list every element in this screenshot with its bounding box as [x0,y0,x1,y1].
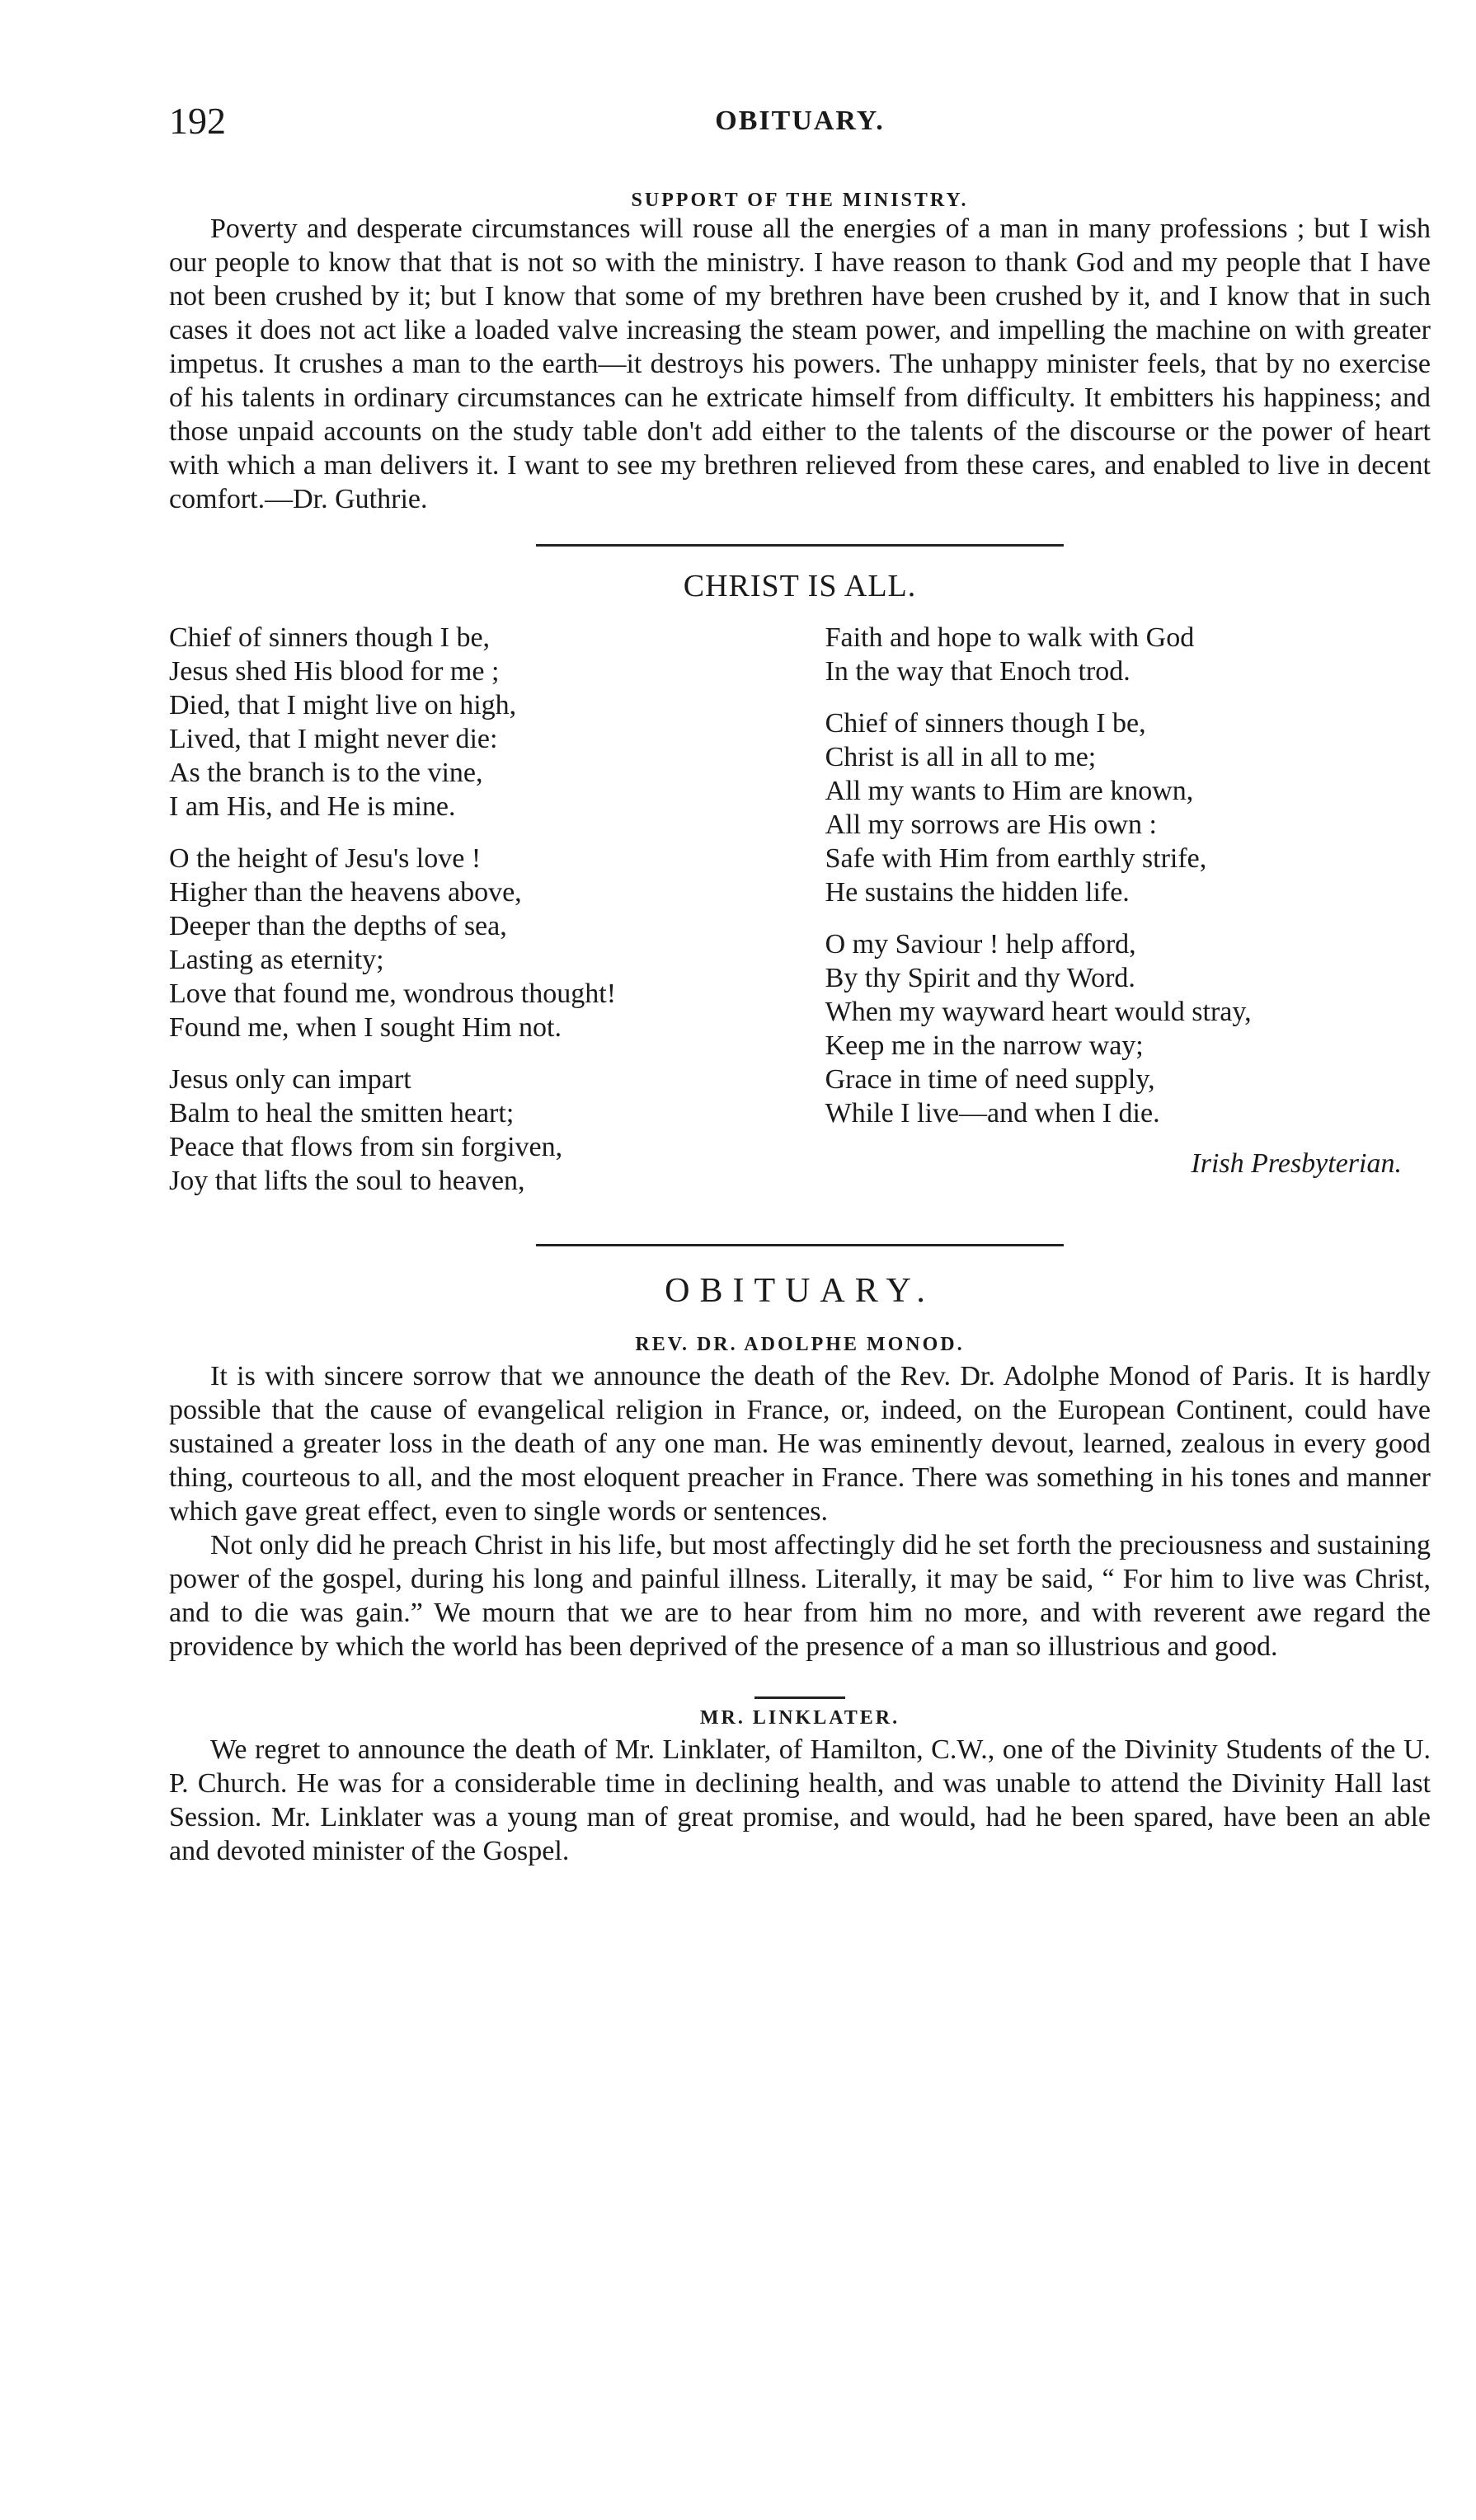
poem-line: He sustains the hidden life. [825,877,1130,908]
poem-line: Found me, when I sought Him not. [169,1012,562,1043]
poem-line: Deeper than the depths of sea, [169,911,507,941]
support-title: SUPPORT OF THE MINISTRY. [631,190,969,211]
poem-stanza [825,621,1431,688]
poem-line: Chief of sinners though I be, [169,622,491,653]
page-header [169,99,1431,157]
poem-line: Joy that lifts the soul to heaven, [169,1166,525,1196]
poem-line: Keep me in the narrow way; [825,1030,1144,1061]
running-head: OBITUARY. [715,106,885,136]
poem-stanza [825,706,1431,909]
poem-stanza [169,1063,774,1198]
poem-right-column [809,621,1431,1216]
poem-line: While I live—and when I die. [825,1098,1160,1129]
page [169,99,1431,1868]
section-divider [754,1696,845,1699]
poem-line: All my wants to Him are known, [825,776,1194,806]
poem-line: Christ is all in all to me; [825,742,1097,772]
section-divider [536,1244,1064,1246]
poem-line: Jesus shed His blood for me ; [169,656,500,687]
support-paragraph: Poverty and desperate circumstances will rouse all the energies of a man in many professions ; but I wish our people to know that that is not so with the ministry. I have reason to thank God and my people that I have not been crushed by it; but I know that some of my brethren have been crushed by it, and I know that in such cases it does not act like a loaded valve increasing the steam power, and impelling the machine on with greater impetus. It crushes a man to the earth—it destroys his powers. The unhappy minister feels, that by no exercise of his talents in ordinary circumstances can he extricate himself from difficulty. It embitters his happiness; and those unpaid accounts on the study table don't add either to the talents of the discourse or the power of heart with which a man delivers it. I want to see my brethren relieved from these cares, and enabled to live in decent comfort.—Dr. Guthrie. [169,214,1431,514]
poem-line: Grace in time of need supply, [825,1064,1155,1095]
poem-stanza [169,842,774,1044]
poem-line: Faith and hope to walk with God [825,622,1195,653]
poem-line: Chief of sinners though I be, [825,708,1146,739]
poem-line: Peace that flows from sin forgiven, [169,1132,563,1162]
monod-paragraph: It is with sincere sorrow that we announce the death of the Rev. Dr. Adolphe Monod of Paris. It is hardly possible that the cause of evangelical religion in France, or, indeed, on the European Continent, could have sustained a greater loss in the death of any one man. He was eminently devout, learned, zealous in every good thing, courteous to all, and the most eloquent preacher in France. There was something in his tones and manner which gave great effect, even to single words or sentences. [169,1361,1431,1527]
linklater-title: MR. LINKLATER. [699,1707,900,1729]
poem-line: As the branch is to the vine, [169,758,483,788]
monod-paragraph: Not only did he preach Christ in his life, but most affectingly did he set forth the preciousness and sustaining power of the gospel, during his long and painful illness. Literally, it may be said, “ For him to live was Christ, and to die was gain.” We mourn that we are to hear from him no more, and with reverent awe regard the providence by which the world has been deprived of the presence of a man so illustrious and good. [169,1530,1431,1662]
poem-line: O my Saviour ! help afford, [825,929,1136,960]
page-number: 192 [169,100,226,142]
poem-source: Irish Presbyterian. [1191,1148,1402,1179]
poem [169,568,1431,1216]
poem-stanza [169,621,774,824]
poem-line: In the way that Enoch trod. [825,656,1131,687]
obituary-heading: OBITUARY. [665,1272,935,1310]
poem-line: Lasting as eternity; [169,945,384,975]
poem-left-column [169,621,774,1216]
poem-line: When my wayward heart would stray, [825,997,1252,1027]
poem-line: By thy Spirit and thy Word. [825,963,1135,993]
poem-line: Safe with Him from earthly strife, [825,843,1207,874]
poem-stanza [825,927,1431,1130]
poem-line: O the height of Jesu's love ! [169,843,482,874]
poem-line: Higher than the heavens above, [169,877,522,908]
support-article [169,190,1431,516]
poem-line: I am His, and He is mine. [169,791,456,822]
obituary-section [169,1271,1431,1868]
poem-line: All my sorrows are His own : [825,809,1157,840]
section-divider [536,544,1064,547]
poem-line: Lived, that I might never die: [169,724,498,754]
poem-line: Love that found me, wondrous thought! [169,978,617,1009]
poem-title: CHRIST IS ALL. [683,569,917,603]
poem-line: Jesus only can impart [169,1064,411,1095]
monod-title: REV. DR. ADOLPHE MONOD. [635,1334,965,1355]
poem-line: Died, that I might live on high, [169,690,517,720]
poem-line: Balm to heal the smitten heart; [169,1098,515,1129]
linklater-paragraph: We regret to announce the death of Mr. Linklater, of Hamilton, C.W., one of the Divinity Students of the U. P. Church. He was for a considerable time in declining health, and was unable to attend the Divinity Hall last Session. Mr. Linklater was a young man of great promise, and would, had he been spared, have been an able and devoted minister of the Gospel. [169,1734,1431,1866]
